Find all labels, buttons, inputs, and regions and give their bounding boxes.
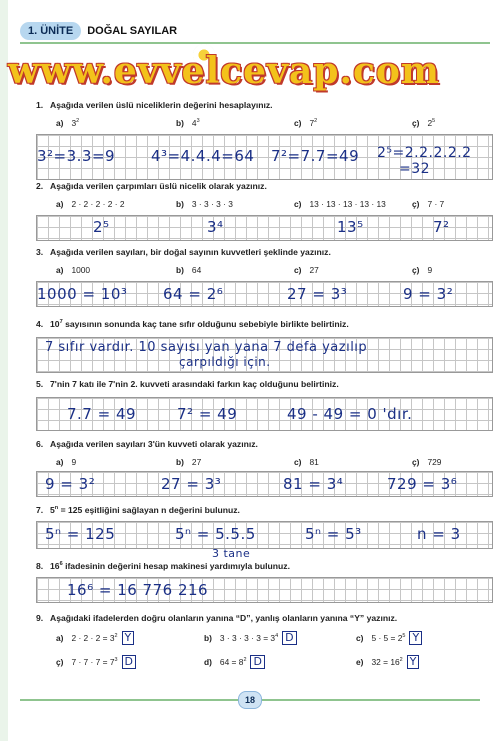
question-options	[36, 118, 491, 130]
question-9	[36, 613, 491, 668]
handwritten-answer: 3⁴	[207, 218, 224, 236]
handwritten-answer: n = 3	[417, 525, 461, 543]
watermark: www.evvelcevap.com	[8, 50, 440, 92]
handwritten-answer: 9 = 3²	[45, 475, 96, 493]
answer-grid	[36, 134, 493, 180]
answer-grid	[36, 397, 493, 431]
question-text: Aşağıda verilen sayıları 3'ün kuvveti olarak yazınız.	[50, 439, 258, 449]
true-false-row	[36, 631, 491, 643]
question-text: = 125 eşitliğini sağlayan n değerini bulunuz.	[60, 505, 240, 515]
option-a: a) 2 · 2 · 2 · 2 · 2	[56, 199, 125, 209]
unit-title: DOĞAL SAYILAR	[87, 25, 178, 37]
option-b: b) $4^3$	[176, 118, 200, 128]
handwritten-answer: 5ⁿ = 125	[45, 525, 116, 543]
question-text: Aşağıda verilen üslü niceliklerin değerini hesaplayınız.	[50, 100, 273, 110]
option-ç: ç) $2^5$	[412, 118, 436, 128]
item-b: b) $3 \cdot 3 \cdot 3 \cdot 3 = 3^4$ D	[204, 631, 297, 645]
item-c: c) $5 \cdot 5 = 2^5$ Y	[356, 631, 422, 645]
question-number: 8.	[36, 561, 44, 571]
header-divider	[20, 42, 490, 44]
question-text: 7'nin 7 katı ile 7'nin 2. kuvveti arasındaki farkın kaç olduğunu belirtiniz.	[50, 379, 339, 389]
handwritten-answer: 729 = 3⁶	[387, 475, 458, 493]
question-text: Aşağıdaki ifadelerden doğru olanların yanına “D”, yanlış olanların yanına “Y” yazınız.	[50, 613, 398, 623]
question-number: 1.	[36, 100, 44, 110]
true-false-row	[36, 655, 491, 667]
question-number: 7.	[36, 505, 44, 515]
page-number: 18	[238, 691, 262, 709]
handwritten-answer: 7 sıfır vardır. 10 sayısı yan yana 7 defa yazılıp	[45, 340, 368, 355]
answer-box[interactable]: Y	[409, 631, 422, 645]
handwritten-answer: 1000 = 10³	[37, 285, 128, 303]
handwritten-answer: 27 = 3³	[287, 285, 348, 303]
handwritten-answer: 49 - 49 = 0 'dır.	[287, 405, 413, 423]
question-2	[36, 181, 491, 236]
handwritten-answer: 81 = 3⁴	[283, 475, 344, 493]
option-a: a) $3^2$	[56, 118, 80, 128]
handwritten-note: 3 tane	[212, 547, 251, 560]
handwritten-answer: 9 = 3²	[403, 285, 454, 303]
answer-grid	[36, 521, 493, 549]
answer-grid	[36, 215, 493, 241]
answer-box[interactable]: Y	[122, 631, 135, 645]
handwritten-answer: 4³=4.4.4=64	[151, 147, 255, 165]
handwritten-answer: 7²=7.7=49	[271, 147, 360, 165]
handwritten-answer: 7² = 49	[177, 405, 238, 423]
question-3	[36, 247, 491, 303]
answer-grid	[36, 281, 493, 307]
option-a: a) 9	[56, 457, 77, 467]
item-ç: ç) $7 \cdot 7 \cdot 7 = 7^3$ D	[56, 655, 136, 669]
item-d: d) $64 = 8^2$ D	[204, 655, 265, 669]
question-number: 6.	[36, 439, 44, 449]
handwritten-answer: 7.7 = 49	[67, 405, 137, 423]
item-a: a) $2 \cdot 2 \cdot 2 = 3^2$ Y	[56, 631, 134, 645]
handwritten-answer: 13⁵	[337, 218, 364, 236]
question-number: 5.	[36, 379, 44, 389]
option-c: c) 27	[294, 265, 319, 275]
option-c: c) $7^2$	[294, 118, 318, 128]
question-number: 4.	[36, 319, 44, 329]
option-ç: ç) 7 · 7	[412, 199, 445, 209]
page-footer	[0, 688, 500, 712]
handwritten-answer: 2⁵=2.2.2.2.2	[377, 145, 472, 161]
handwritten-answer: 7²	[433, 218, 450, 236]
question-8: 8. $16^6$ ifadesinin değerini hesap makinesi yardımıyla bulunuz. 16⁶ = 16 776 216	[36, 561, 491, 571]
unit-badge: 1. ÜNİTE	[20, 22, 81, 40]
question-options	[36, 457, 491, 469]
option-c: c) 81	[294, 457, 319, 467]
option-b: b) 27	[176, 457, 202, 467]
question-text: sayısının sonunda kaç tane sıfır olduğunu sebebiyle birlikte belirtiniz.	[65, 319, 349, 329]
option-c: c) 13 · 13 · 13 · 13 · 13	[294, 199, 386, 209]
answer-box[interactable]: D	[122, 655, 136, 669]
handwritten-answer: çarpıldığı için.	[179, 355, 271, 369]
page-margin-strip	[0, 0, 8, 741]
option-ç: ç) 729	[412, 457, 442, 467]
answer-box[interactable]: Y	[407, 655, 420, 669]
question-4: 4. $10^7$ sayısının sonunda kaç tane sıfır olduğunu sebebiyle birlikte belirtiniz. 7 sıfır vardır. 10 sayısı yan yana 7 defa yazılıp çarpıldığı için.	[36, 319, 491, 329]
question-number: 9.	[36, 613, 44, 623]
question-options	[36, 199, 491, 211]
handwritten-answer: 5ⁿ = 5³	[305, 525, 362, 543]
question-1	[36, 100, 491, 177]
handwritten-answer: 64 = 2⁶	[163, 285, 224, 303]
question-options	[36, 265, 491, 277]
answer-grid	[36, 337, 493, 373]
option-b: b) 3 · 3 · 3 · 3	[176, 199, 233, 209]
handwritten-answer: 3²=3.3=9	[37, 147, 116, 165]
item-e: e) $32 = 16^2$ Y	[356, 655, 419, 669]
question-5	[36, 379, 491, 423]
question-number: 3.	[36, 247, 44, 257]
handwritten-answer: =32	[399, 161, 431, 177]
answer-box[interactable]: D	[250, 655, 264, 669]
question-text: Aşağıda verilen sayıları, bir doğal sayının kuvvetleri şeklinde yazınız.	[50, 247, 331, 257]
handwritten-answer: 27 = 3³	[161, 475, 222, 493]
option-b: b) 64	[176, 265, 202, 275]
answer-grid	[36, 471, 493, 497]
answer-grid	[36, 577, 493, 603]
question-6	[36, 439, 491, 493]
answer-box[interactable]: D	[282, 631, 296, 645]
question-number: 2.	[36, 181, 44, 191]
question-text: ifadesinin değerini hesap makinesi yardımıyla bulunuz.	[65, 561, 290, 571]
option-a: a) 1000	[56, 265, 91, 275]
handwritten-answer: 5ⁿ = 5.5.5	[175, 525, 256, 543]
handwritten-answer: 2⁵	[93, 218, 110, 236]
handwritten-answer: 16⁶ = 16 776 216	[67, 581, 209, 599]
question-text: Aşağıda verilen çarpımları üslü nicelik olarak yazınız.	[50, 181, 267, 191]
unit-header	[20, 20, 177, 42]
option-ç: ç) 9	[412, 265, 433, 275]
question-7: 7. 5$^n$ = 125 eşitliğini sağlayan n değerini bulunuz. 5ⁿ = 125 5ⁿ = 5.5.5 5ⁿ = 5³ n = 3 3 tane	[36, 505, 491, 515]
